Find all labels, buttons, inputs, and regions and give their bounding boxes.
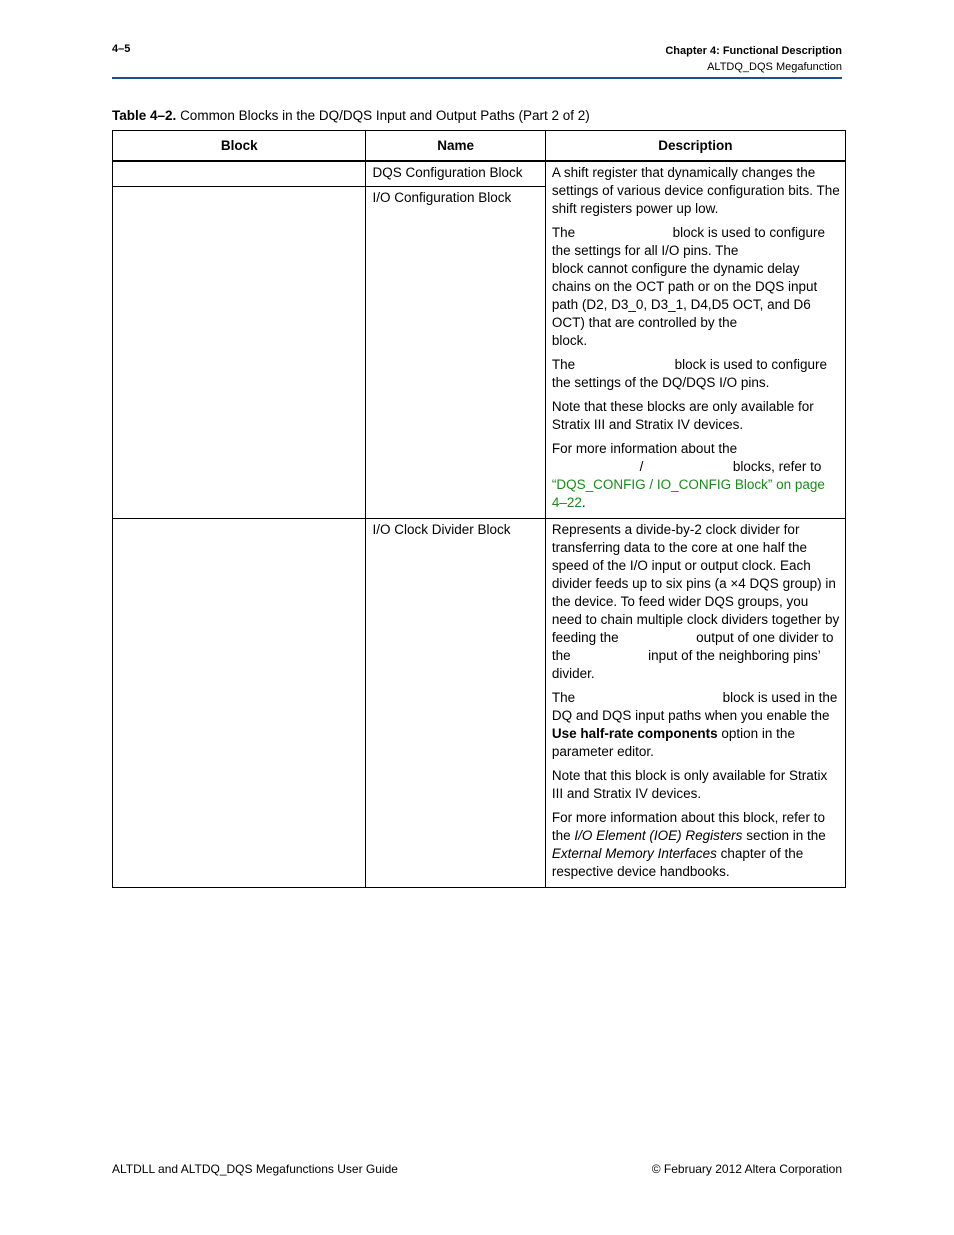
- description-paragraph: [552, 224, 840, 350]
- text-run: blocks, refer to: [732, 459, 822, 474]
- text-run: The: [551, 225, 576, 240]
- text-run: For more information about this block, refer to the: [551, 810, 825, 843]
- name-cell: DQS Configuration Block: [366, 161, 545, 187]
- blocks-table: [112, 130, 846, 888]
- page-number: 4–5: [112, 43, 131, 55]
- section-title: ALTDQ_DQS Megafunction: [707, 61, 842, 73]
- description-paragraph: [552, 521, 840, 683]
- text-run: section in the: [746, 828, 826, 843]
- text-run: Represents a divide-by-2 clock divider for transferring data to the core at one half the speed of the I/O input or output clock. Each divider feeds up to six pins (a ×4 DQS group) in the device. To feed wider DQS groups, you need to chain multiple clock dividers together by feeding the: [551, 522, 840, 645]
- text-run: For more information about the: [551, 441, 738, 456]
- text-run: input of the neighboring pins’ divider.: [551, 648, 821, 681]
- text-run: /: [639, 459, 644, 474]
- header-rule: [112, 77, 842, 79]
- description-paragraph: A shift register that dynamically changes the settings of various device configuration bits. The shift registers power up low.: [551, 165, 840, 216]
- description-paragraph: Note that these blocks are only available for Stratix III and Stratix IV devices.: [551, 399, 814, 432]
- name-cell: I/O Configuration Block: [366, 187, 545, 519]
- text-run-italic: I/O Element (IOE) Registers: [574, 828, 743, 843]
- block-cell: [113, 187, 366, 519]
- text-run: block is used in the DQ and DQS input paths when you enable the: [551, 690, 838, 723]
- text-run: block.: [551, 333, 588, 348]
- text-run: option in the parameter editor.: [551, 726, 795, 759]
- cross-reference-link[interactable]: “DQS_CONFIG / IO_CONFIG Block” on page 4–22: [551, 477, 825, 510]
- text-run: .: [581, 495, 586, 510]
- table-row: [113, 161, 846, 187]
- footer-document-title: ALTDLL and ALTDQ_DQS Megafunctions User Guide: [112, 1162, 398, 1176]
- text-run-bold: Use half-rate components: [551, 726, 718, 741]
- table-caption-label: Table 4–2.: [112, 108, 177, 123]
- text-run: block is used to configure the settings for all I/O pins. The: [551, 225, 825, 258]
- text-run: The: [551, 690, 576, 705]
- col-header-block: Block: [113, 131, 366, 162]
- description-paragraph: [552, 440, 840, 512]
- col-header-name: Name: [366, 131, 545, 162]
- description-paragraph: Note that this block is only available for Stratix III and Stratix IV devices.: [551, 768, 828, 801]
- col-header-description: Description: [545, 131, 845, 162]
- block-cell: [113, 519, 366, 888]
- description-paragraph: [552, 809, 840, 881]
- text-run: block cannot configure the dynamic delay chains on the OCT path or on the DQS input path (D2, D3_0, D3_1, D4,D5 OCT, and D6 OCT) that are controlled by the: [551, 261, 818, 330]
- running-header: [665, 43, 842, 75]
- text-run: block is used to configure the settings of the DQ/DQS I/O pins.: [551, 357, 827, 390]
- chapter-title: Chapter 4: Functional Description: [665, 45, 842, 57]
- table-row: [113, 519, 846, 888]
- text-run: output of one divider to the: [551, 630, 834, 663]
- text-run: chapter of the respective device handbooks.: [551, 846, 804, 879]
- block-cell: [113, 161, 366, 187]
- description-cell: [545, 161, 845, 519]
- table-caption-text: Common Blocks in the DQ/DQS Input and Output Paths (Part 2 of 2): [180, 108, 590, 123]
- footer-copyright: © February 2012 Altera Corporation: [651, 1162, 842, 1176]
- name-cell: I/O Clock Divider Block: [366, 519, 545, 888]
- table-caption: [112, 108, 590, 123]
- description-cell: [545, 519, 845, 888]
- description-paragraph: [552, 689, 840, 761]
- description-paragraph: [552, 356, 840, 392]
- text-run: The: [551, 357, 576, 372]
- table-header-row: [113, 131, 846, 162]
- text-run-italic: External Memory Interfaces: [551, 846, 717, 861]
